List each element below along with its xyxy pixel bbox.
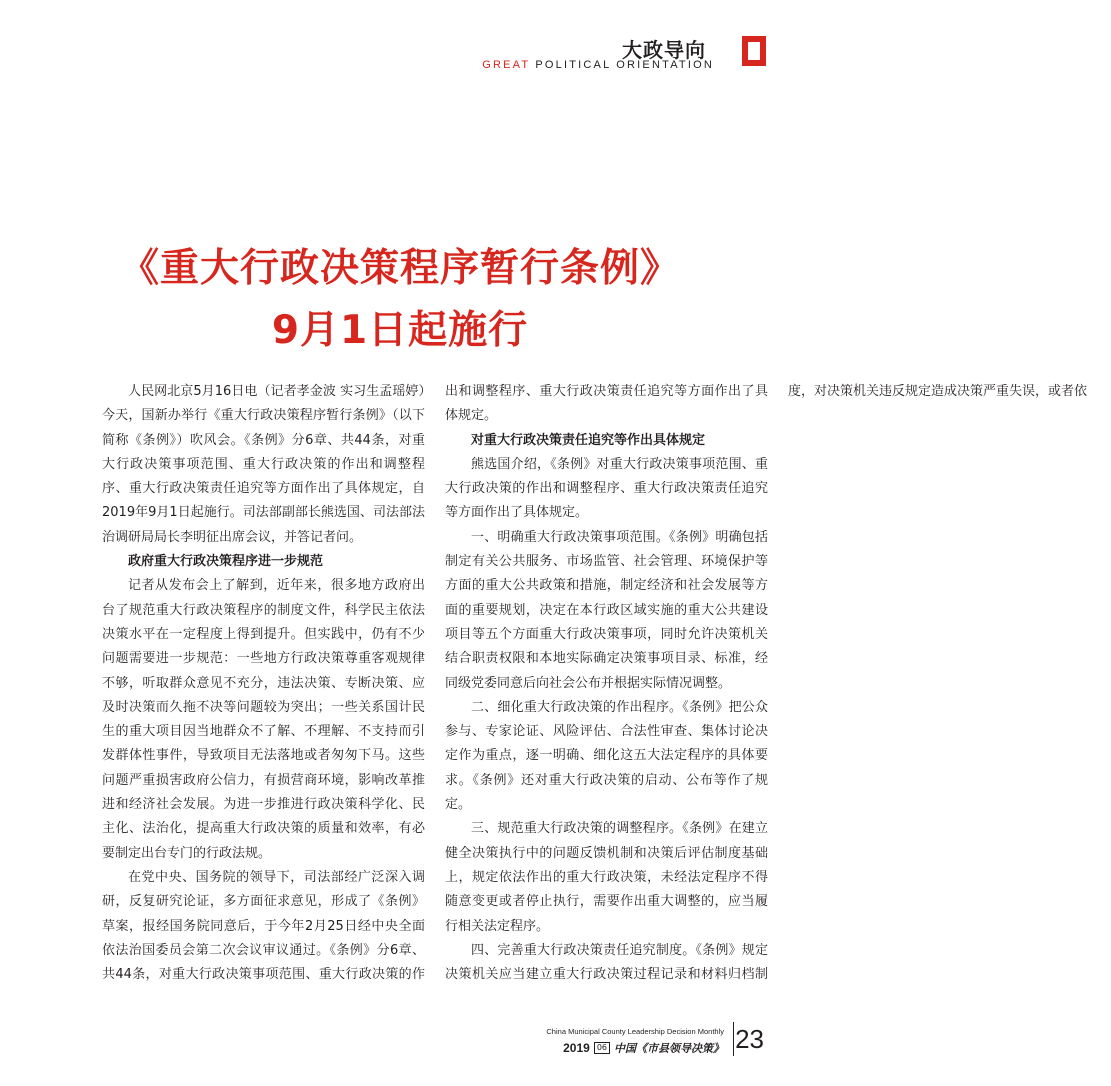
section-subtitle-accent: GREAT: [482, 59, 531, 71]
section-title: 大政导向: [622, 38, 706, 62]
page-number-divider: [733, 1022, 734, 1056]
section-heading: 政府重大行政决策程序进一步规范: [128, 554, 324, 570]
paragraph: 四、完善重大行政决策责任追究制度。《条例》规定决策机关应当建立重大行政决策过程记录和材料归档制度，对决策机关违反规定造成决策严重失误，或者依: [445, 384, 1088, 983]
article-title-line-2: 9月1日起施行: [271, 308, 529, 353]
issue-number: 06: [594, 1042, 610, 1054]
paragraph: 一、明确重大行政决策事项范围。《条例》明确包括制定有关公共服务、市场监管、社会管理、环境保护等方面的重大公共政策和措施，制定经济和社会发展等方面的重要规划，决定在本行政区域实施的重大公共建设项目等五个方面重大行政决策事项，同时允许决策机关结合职责权限和本地实际确定决策事项目录、标准，经同级党委同意后向社会公布并根据实际情况调整。: [445, 529, 768, 691]
section-subtitle: [482, 59, 714, 71]
page-number: 23: [735, 1024, 764, 1054]
magazine-name-en: China Municipal County Leadership Decision Monthly: [546, 1027, 724, 1036]
paragraph: 三、规范重大行政决策的调整程序。《条例》在建立健全决策执行中的问题反馈机制和决策后评估制度基础上，规定依法作出的重大行政决策，未经法定程序不得随意变更或者停止执行，需要作出重大调整的，应当履行相关法定程序。: [445, 821, 768, 934]
issue-year: 2019: [563, 1041, 590, 1055]
magazine-name-zh: 中国《市县领导决策》: [614, 1042, 724, 1055]
paragraph: 人民网北京5月16日电（记者孝金波 实习生孟瑶婷）今天，国新办举行《重大行政决策程序暂行条例》（以下简称《条例》）吹风会。《条例》分6章、共44条，对重大行政决策事项范围、重大行政决策的作出和调整程序、重大行政决策责任追究等方面作出了具体规定，自2019年9月1日起施行。司法部副部长熊选国、司法部法治调研局局长李明征出席会议，并答记者问。: [102, 384, 425, 545]
section-marker-icon: [742, 36, 766, 66]
issue-info: [563, 1040, 724, 1056]
section-heading: 对重大行政决策责任追究等作出具体规定: [471, 432, 706, 448]
article-body: [102, 380, 1088, 1000]
paragraph: 二、细化重大行政决策的作出程序。《条例》把公众参与、专家论证、风险评估、合法性审查、集体讨论决定作为重点，逐一明确、细化这五大法定程序的具体要求。《条例》还对重大行政决策的启动、公布等作了规定。: [445, 699, 768, 813]
article-title: [0, 238, 800, 362]
paragraph: 熊选国介绍，《条例》对重大行政决策事项范围、重大行政决策的作出和调整程序、重大行政决策责任追究等方面作出了具体规定。: [445, 456, 768, 521]
paragraph: 在党中央、国务院的领导下，司法部经广泛深入调研，反复研究论证，多方面征求意见，形成了《条例》草案，报经国务院同意后，于今年2月25日经中央全面依法治国委员会第二次会议审议通过。《条例》分6章、共44条，对重大行政决策事项范围、重大行政决策的作出和调整程序、重大行政决策责任追究等方面作出了具体规定。: [102, 384, 768, 983]
paragraph: 记者从发布会上了解到，近年来，很多地方政府出台了规范重大行政决策程序的制度文件，科学民主依法决策水平在一定程度上得到提升。但实践中，仍有不少问题需要进一步规范：一些地方行政决策尊重客观规律不够，听取群众意见不充分，违法决策、专断决策、应及时决策而久拖不决等问题较为突出；一些关系国计民生的重大项目因当地群众不了解、不理解、不支持而引发群体性事件，导致项目无法落地或者匆匆下马。这些问题严重损害政府公信力，有损营商环境，影响改革推进和经济社会发展。为进一步推进行政决策科学化、民主化、法治化，提高重大行政决策的质量和效率，有必要制定出台专门的行政法规。: [102, 578, 425, 861]
section-subtitle-rest: POLITICAL ORIENTATION: [530, 59, 714, 71]
article-title-line-1: 《重大行政决策程序暂行条例》: [119, 246, 680, 291]
